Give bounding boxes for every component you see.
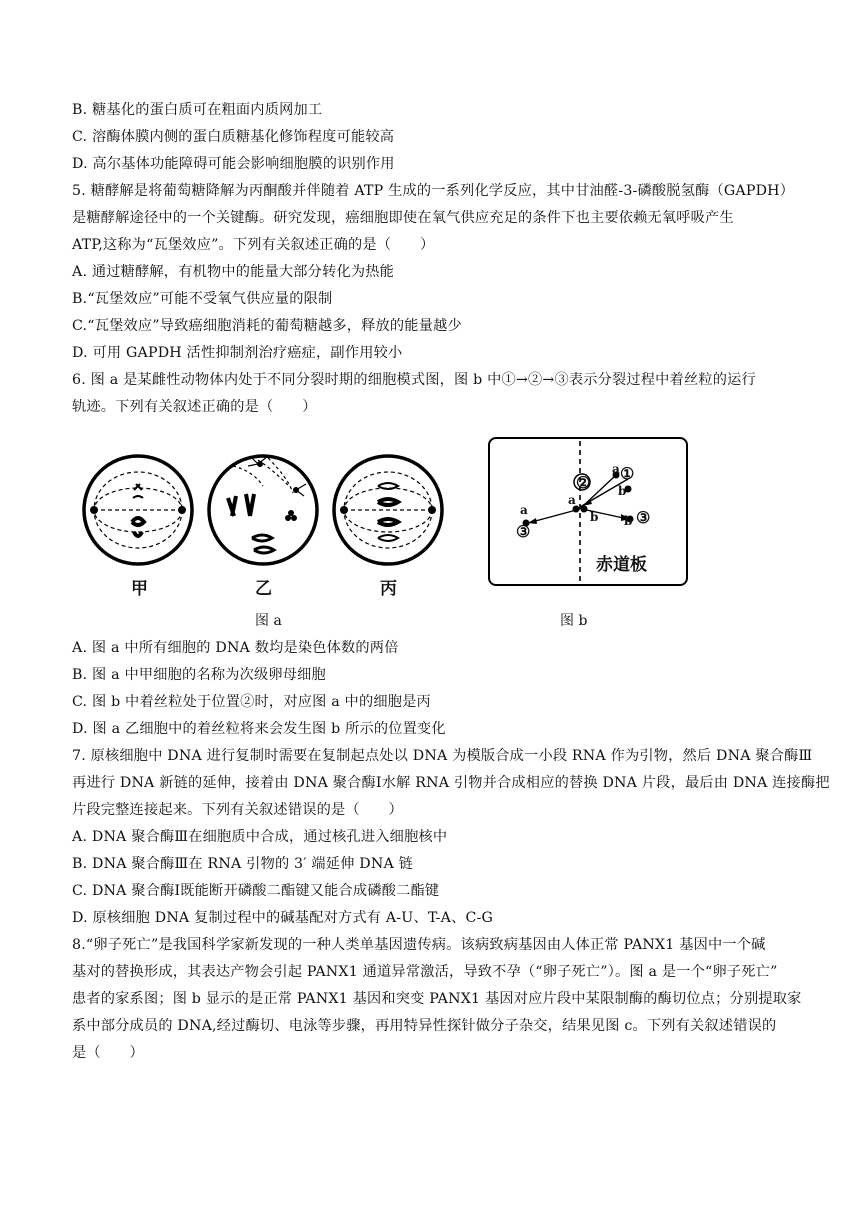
mark-a-1: a xyxy=(612,462,620,476)
figure-a-caption: 图 a xyxy=(255,613,282,629)
question-8-line-2: 基对的替换形成，其表达产物会引起 PANX1 通道异常激活，导致不孕（“卵子死亡”）。图 a 是一个“卵子死亡” xyxy=(72,964,778,980)
mark-circle-3-left: ③ xyxy=(516,522,531,541)
cell-label-bing: 丙 xyxy=(380,579,397,599)
question-8-line-1: 8.“卵子死亡”是我国科学家新发现的一种人类单基因遗传病。该病致病基因由人体正常 PANX1 基因中一个碱 xyxy=(72,937,766,953)
question-8-line-3: 患者的家系图；图 b 显示的是正常 PANX1 基因和突变 PANX1 基因对应片段中某限制酶的酶切位点；分别提取家 xyxy=(72,991,802,1007)
question-7-line-1: 7. 原核细胞中 DNA 进行复制时需要在复制起点处以 DNA 为模版合成一小段 RNA 作为引物，然后 DNA 聚合酶Ⅲ xyxy=(72,748,813,764)
figure-b-caption: 图 b xyxy=(560,613,588,629)
mark-b-1: b xyxy=(618,484,627,498)
option-4c: C. 溶酶体膜内侧的蛋白质糖基化修饰程度可能较高 xyxy=(72,129,395,145)
cell-label-yi: 乙 xyxy=(255,579,272,599)
option-7d: D. 原核细胞 DNA 复制过程中的碱基配对方式有 A-U、T-A、C-G xyxy=(72,910,494,926)
option-6b: B. 图 a 中甲细胞的名称为次级卵母细胞 xyxy=(72,667,326,683)
mark-circle-2: ② xyxy=(576,473,591,492)
option-4d: D. 高尔基体功能障碍可能会影响细胞膜的识别作用 xyxy=(72,156,395,172)
option-4b: B. 糖基化的蛋白质可在粗面内质网加工 xyxy=(72,102,323,118)
option-5a: A. 通过糖酵解，有机物中的能量大部分转化为热能 xyxy=(72,264,395,280)
option-5d: D. 可用 GAPDH 活性抑制剂治疗癌症，副作用较小 xyxy=(72,345,403,361)
option-6c: C. 图 b 中着丝粒处于位置②时，对应图 a 中的细胞是丙 xyxy=(72,694,431,710)
question-5-line-3: ATP,这称为“瓦堡效应”。下列有关叙述正确的是（ ） xyxy=(72,237,435,253)
question-7-line-2: 再进行 DNA 新链的延伸，接着由 DNA 聚合酶Ⅰ水解 RNA 引物并合成相应的替换 DNA 片段，最后由 DNA 连接酶把 xyxy=(72,775,830,791)
option-5c: C.“瓦堡效应”导致癌细胞消耗的葡萄糖越多，释放的能量越少 xyxy=(72,318,462,334)
mark-b-3: b xyxy=(624,514,633,528)
mark-circle-3-right: ③ xyxy=(636,508,651,527)
cell-bing xyxy=(334,456,442,564)
question-5-line-1: 5. 糖酵解是将葡萄糖降解为丙酮酸并伴随着 ATP 生成的一系列化学反应，其中甘油醛-3-磷酸脱氢酶（GAPDH） xyxy=(72,183,795,199)
cell-yi xyxy=(209,456,317,564)
question-8-line-5: 是（ ） xyxy=(72,1045,144,1061)
question-6-line-2: 轨迹。下列有关叙述正确的是（ ） xyxy=(72,399,317,415)
question-5-line-2: 是糖酵解途径中的一个关键酶。研究发现，癌细胞即使在氧气供应充足的条件下也主要依赖无氧呼吸产生 xyxy=(72,210,734,226)
option-7a: A. DNA 聚合酶Ⅲ在细胞质中合成，通过核孔进入细胞核中 xyxy=(72,829,448,845)
mark-a-2: a xyxy=(568,493,576,507)
option-5b: B.“瓦堡效应”可能不受氧气供应量的限制 xyxy=(72,291,333,307)
option-7b: B. DNA 聚合酶Ⅲ在 RNA 引物的 3′ 端延伸 DNA 链 xyxy=(72,856,414,872)
option-6d: D. 图 a 乙细胞中的着丝粒将来会发生图 b 所示的位置变化 xyxy=(72,721,446,737)
figure-b-diagram xyxy=(488,437,688,587)
mark-b-2: b xyxy=(590,510,599,524)
option-7c: C. DNA 聚合酶Ⅰ既能断开磷酸二酯键又能合成磷酸二酯键 xyxy=(72,883,440,899)
cell-label-jia: 甲 xyxy=(131,579,148,599)
option-6a: A. 图 a 中所有细胞的 DNA 数均是染色体数的两倍 xyxy=(72,640,399,656)
question-7-line-3: 片段完整连接起来。下列有关叙述错误的是（ ） xyxy=(72,802,403,818)
mark-circle-1: ① xyxy=(620,464,635,483)
question-8-line-4: 系中部分成员的 DNA,经过酶切、电泳等步骤，再用特异性探针做分子杂交，结果见图 c。下列有关叙述错误的 xyxy=(72,1018,777,1034)
mark-a-3: a xyxy=(520,503,528,517)
cell-jia xyxy=(84,456,192,564)
equatorial-plate-label: 赤道板 xyxy=(596,555,647,575)
question-6-line-1: 6. 图 a 是某雌性动物体内处于不同分裂时期的细胞模式图，图 b 中①→②→③表示分裂过程中着丝粒的运行 xyxy=(72,372,756,388)
